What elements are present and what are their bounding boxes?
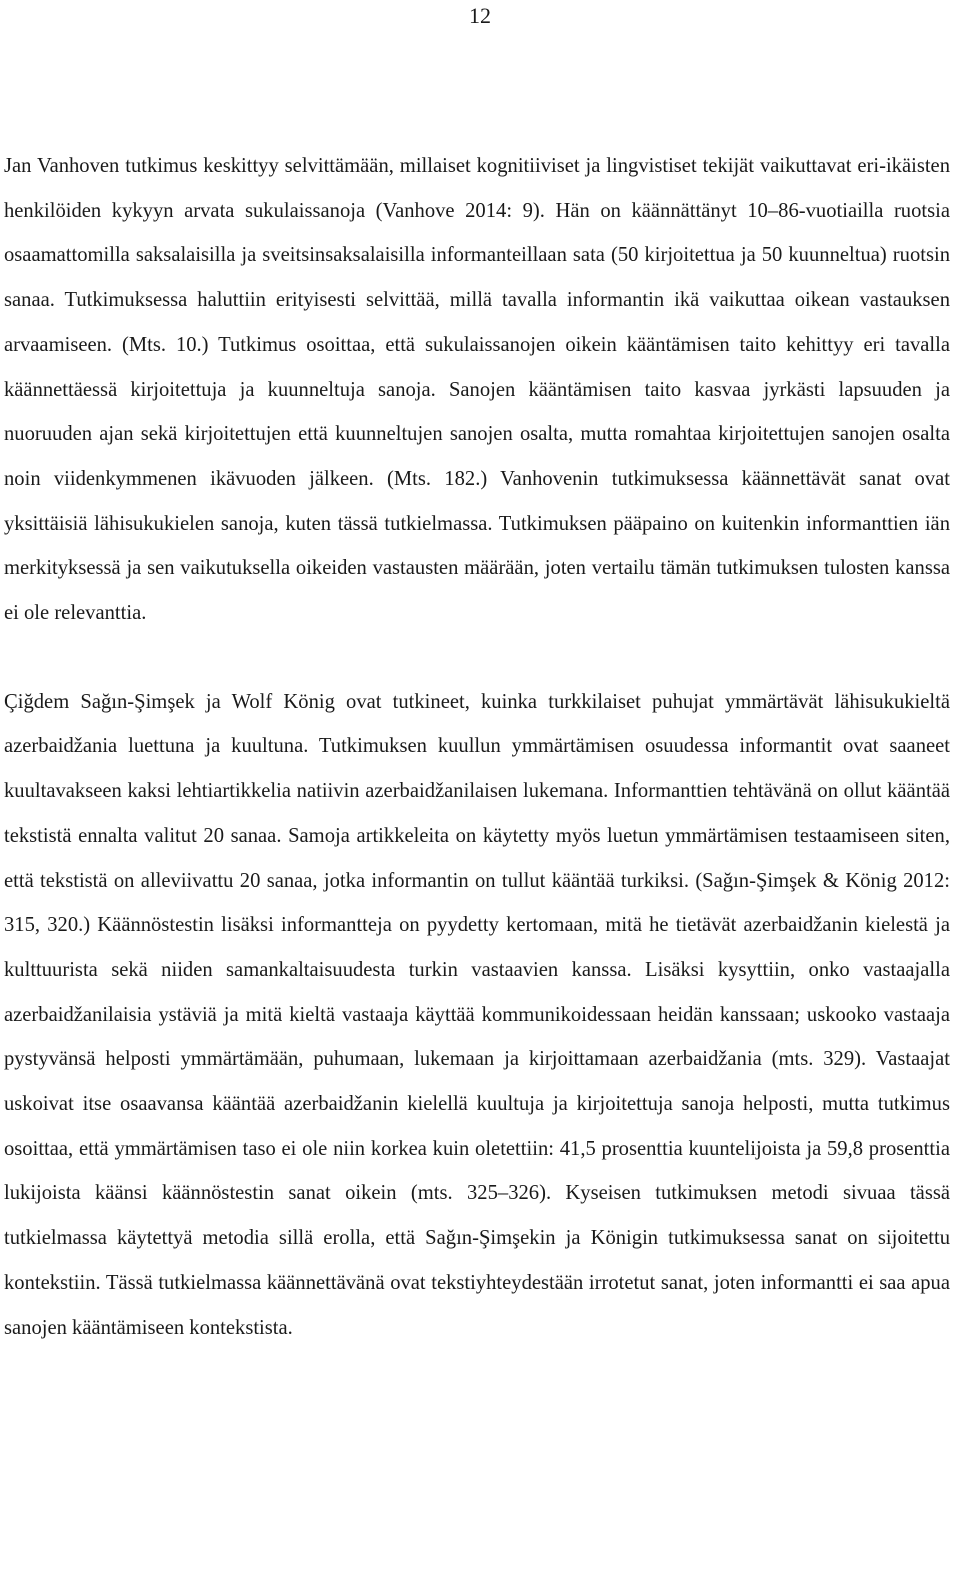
page-number: 12 [469,3,491,28]
paragraph-sagin-simsek-konig-study: Çiğdem Sağın-Şimşek ja Wolf König ovat tutkineet, kuinka turkkilaiset puhujat ymmärtävät lähisukukieltä azerbaidžania luettuna ja kuultuna. Tutkimuksen kuullun ymmärtämisen osuudessa informantit ovat saaneet kuultavakseen kaksi lehtiartikkelia natiivin azerbaidžanilaisen lukemana. Informanttien tehtävänä on ollut kääntää tekstistä ennalta valitut 20 sanaa. Samoja artikkeleita on käytetty myös luetun ymmärtämisen testaamiseen siten, että tekstistä on alleviivattu 20 sanaa, jotka informantin on tullut kääntää turkiksi. (Sağın-Şimşek & König 2012: 315, 320.) Käännöstestin lisäksi informantteja on pyydetty kertomaan, mitä he tietävät azerbaidžanin kielestä ja kulttuurista sekä niiden samankaltaisuudesta turkin vastaavien kanssa. Lisäksi kysyttiin, onko vastaajalla azerbaidžanilaisia ystäviä ja mitä kieltä vastaaja käyttää kommunikoidessaan heidän kanssaan; uskooko vastaaja pystyvänsä helposti ymmärtämään, puhumaan, lukemaan ja kirjoittamaan azerbaidžania (mts. 329). Vastaajat uskoivat itse osaavansa kääntää azerbaidžanin kielellä kuultuja ja kirjoitettuja sanoja helposti, mutta tutkimus osoittaa, että ymmärtämisen taso ei ole niin korkea kuin oletettiin: 41,5 prosenttia kuuntelijoista ja 59,8 prosenttia lukijoista käänsi käännöstestin sanat oikein (mts. 325–326). Kyseisen tutkimuksen metodi sivuaa tässä tutkielmassa käytettyä metodia sillä erolla, että Sağın-Şimşekin ja Königin tutkimuksessa sanat on sijoitettu kontekstiin. Tässä tutkielmassa käännettävänä ovat tekstiyhteydestään irrotetut sanat, joten informantti ei saa apua sanojen kääntämiseen kontekstista. [4,690,950,1339]
paragraph-vanhove-study: Jan Vanhoven tutkimus keskittyy selvittämään, millaiset kognitiiviset ja lingvistiset tekijät vaikuttavat eri-ikäisten henkilöiden kykyyn arvata sukulaissanoja (Vanhove 2014: 9). Hän on käännättänyt 10–86-vuotiailla ruotsia osaamattomilla saksalaisilla ja sveitsinsaksalaisilla informanteillaan sata (50 kirjoitettua ja 50 kuunneltua) ruotsin sanaa. Tutkimuksessa haluttiin erityisesti selvittää, millä tavalla informantin ikä vaikuttaa oikean vastauksen arvaamiseen. (Mts. 10.) Tutkimus osoittaa, että sukulaissanojen oikein kääntämisen taito kehittyy eri tavalla käännettäessä kirjoitettuja ja kuunneltuja sanoja. Sanojen kääntämisen taito kasvaa jyrkästi lapsuuden ja nuoruuden ajan sekä kirjoitettujen että kuunneltujen sanojen osalta, mutta romahtaa kirjoitettujen sanojen osalta noin viidenkymmenen ikävuoden jälkeen. (Mts. 182.) Vanhovenin tutkimuksessa käännettävät sanat ovat yksittäisiä lähisukukielen sanoja, kuten tässä tutkielmassa. Tutkimuksen pääpaino on kuitenkin informanttien iän merkityksessä ja sen vaikutuksella oikeiden vastausten määrään, joten vertailu tämän tutkimuksen tulosten kanssa ei ole relevanttia. [4,155,950,625]
document-body [4,144,950,1350]
